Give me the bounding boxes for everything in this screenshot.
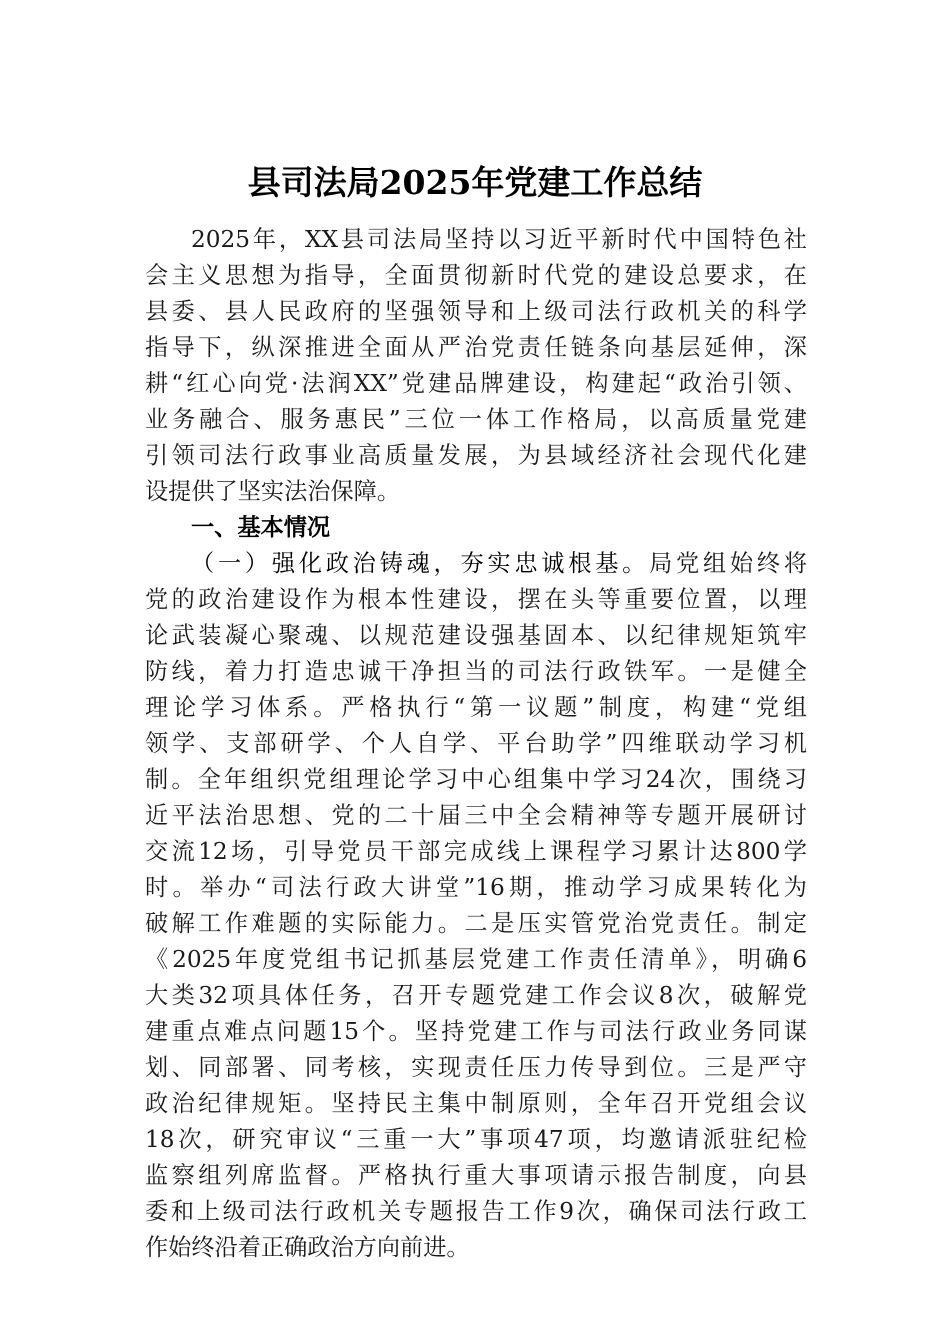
paragraph-line: 监察组列席监督。严格执行重大事项请示报告制度，向县 — [145, 1162, 807, 1189]
paragraph-line: 《2025年度党组书记抓基层党建工作责任清单》，明确6 — [145, 946, 807, 973]
paragraph-line: 时。举办“司法行政大讲堂”16期，推动学习成果转化为 — [145, 874, 807, 901]
paragraph-line: 防线，着力打造忠诚干净担当的司法行政铁军。一是健全 — [145, 658, 807, 685]
paragraph-line: 指导下，纵深推进全面从严治党责任链条向基层延伸，深 — [145, 334, 807, 361]
paragraph-line: 耕“红心向党·法润XX”党建品牌建设，构建起“政治引领、 — [145, 370, 807, 397]
document-title: 县司法局2025年党建工作总结 — [247, 163, 703, 202]
paragraph-line: 近平法治思想、党的二十届三中全会精神等专题开展研讨 — [145, 802, 807, 829]
section-heading: 一、基本情况 — [191, 514, 331, 541]
subsection-heading: （一）强化政治铸魂，夯实忠诚根基。 — [191, 550, 650, 577]
paragraph-line: 交流12场，引导党员干部完成线上课程学习累计达800学 — [145, 838, 807, 865]
paragraph-line: 大类32项具体任务，召开专题党建工作会议8次，破解党 — [145, 982, 807, 1009]
document-body — [145, 222, 807, 1266]
paragraph-line: 破解工作难题的实际能力。二是压实管党治党责任。制定 — [145, 910, 807, 937]
paragraph-line: 2025年，XX县司法局坚持以习近平新时代中国特色社 — [191, 226, 807, 253]
subsection-paragraph — [145, 546, 807, 1266]
paragraph-line: 会主义思想为指导，全面贯彻新时代党的建设总要求，在 — [145, 262, 807, 289]
paragraph-line: 委和上级司法行政机关专题报告工作9次，确保司法行政工 — [145, 1198, 807, 1225]
paragraph-line: 引领司法行政事业高质量发展，为县域经济社会现代化建 — [145, 442, 807, 469]
paragraph-line: 县委、县人民政府的坚强领导和上级司法行政机关的科学 — [145, 298, 807, 325]
paragraph-line: 领学、支部研学、个人自学、平台助学”四维联动学习机 — [145, 730, 807, 757]
paragraph-line: 理论学习体系。严格执行“第一议题”制度，构建“党组 — [145, 694, 807, 721]
paragraph-line: 业务融合、服务惠民”三位一体工作格局，以高质量党建 — [145, 406, 807, 433]
paragraph-line — [145, 546, 807, 582]
paragraph-line: 设提供了坚实法治保障。 — [145, 478, 401, 505]
intro-paragraph — [145, 222, 807, 510]
paragraph-line: 18次，研究审议“三重一大”事项47项，均邀请派驻纪检 — [145, 1126, 807, 1153]
paragraph-line: 作始终沿着正确政治方向前进。 — [145, 1234, 470, 1261]
paragraph-line: 政治纪律规矩。坚持民主集中制原则，全年召开党组会议 — [145, 1090, 807, 1117]
paragraph-line: 制。全年组织党组理论学习中心组集中学习24次，围绕习 — [145, 766, 807, 793]
paragraph-line: 党的政治建设作为根本性建设，摆在头等重要位置，以理 — [145, 586, 807, 613]
paragraph-line: 建重点难点问题15个。坚持党建工作与司法行政业务同谋 — [145, 1018, 807, 1045]
subsection-first-line-text: 局党组始终将 — [649, 550, 808, 577]
paragraph-line: 论武装凝心聚魂、以规范建设强基固本、以纪律规矩筑牢 — [145, 622, 807, 649]
paragraph-line: 划、同部署、同考核，实现责任压力传导到位。三是严守 — [145, 1054, 807, 1081]
